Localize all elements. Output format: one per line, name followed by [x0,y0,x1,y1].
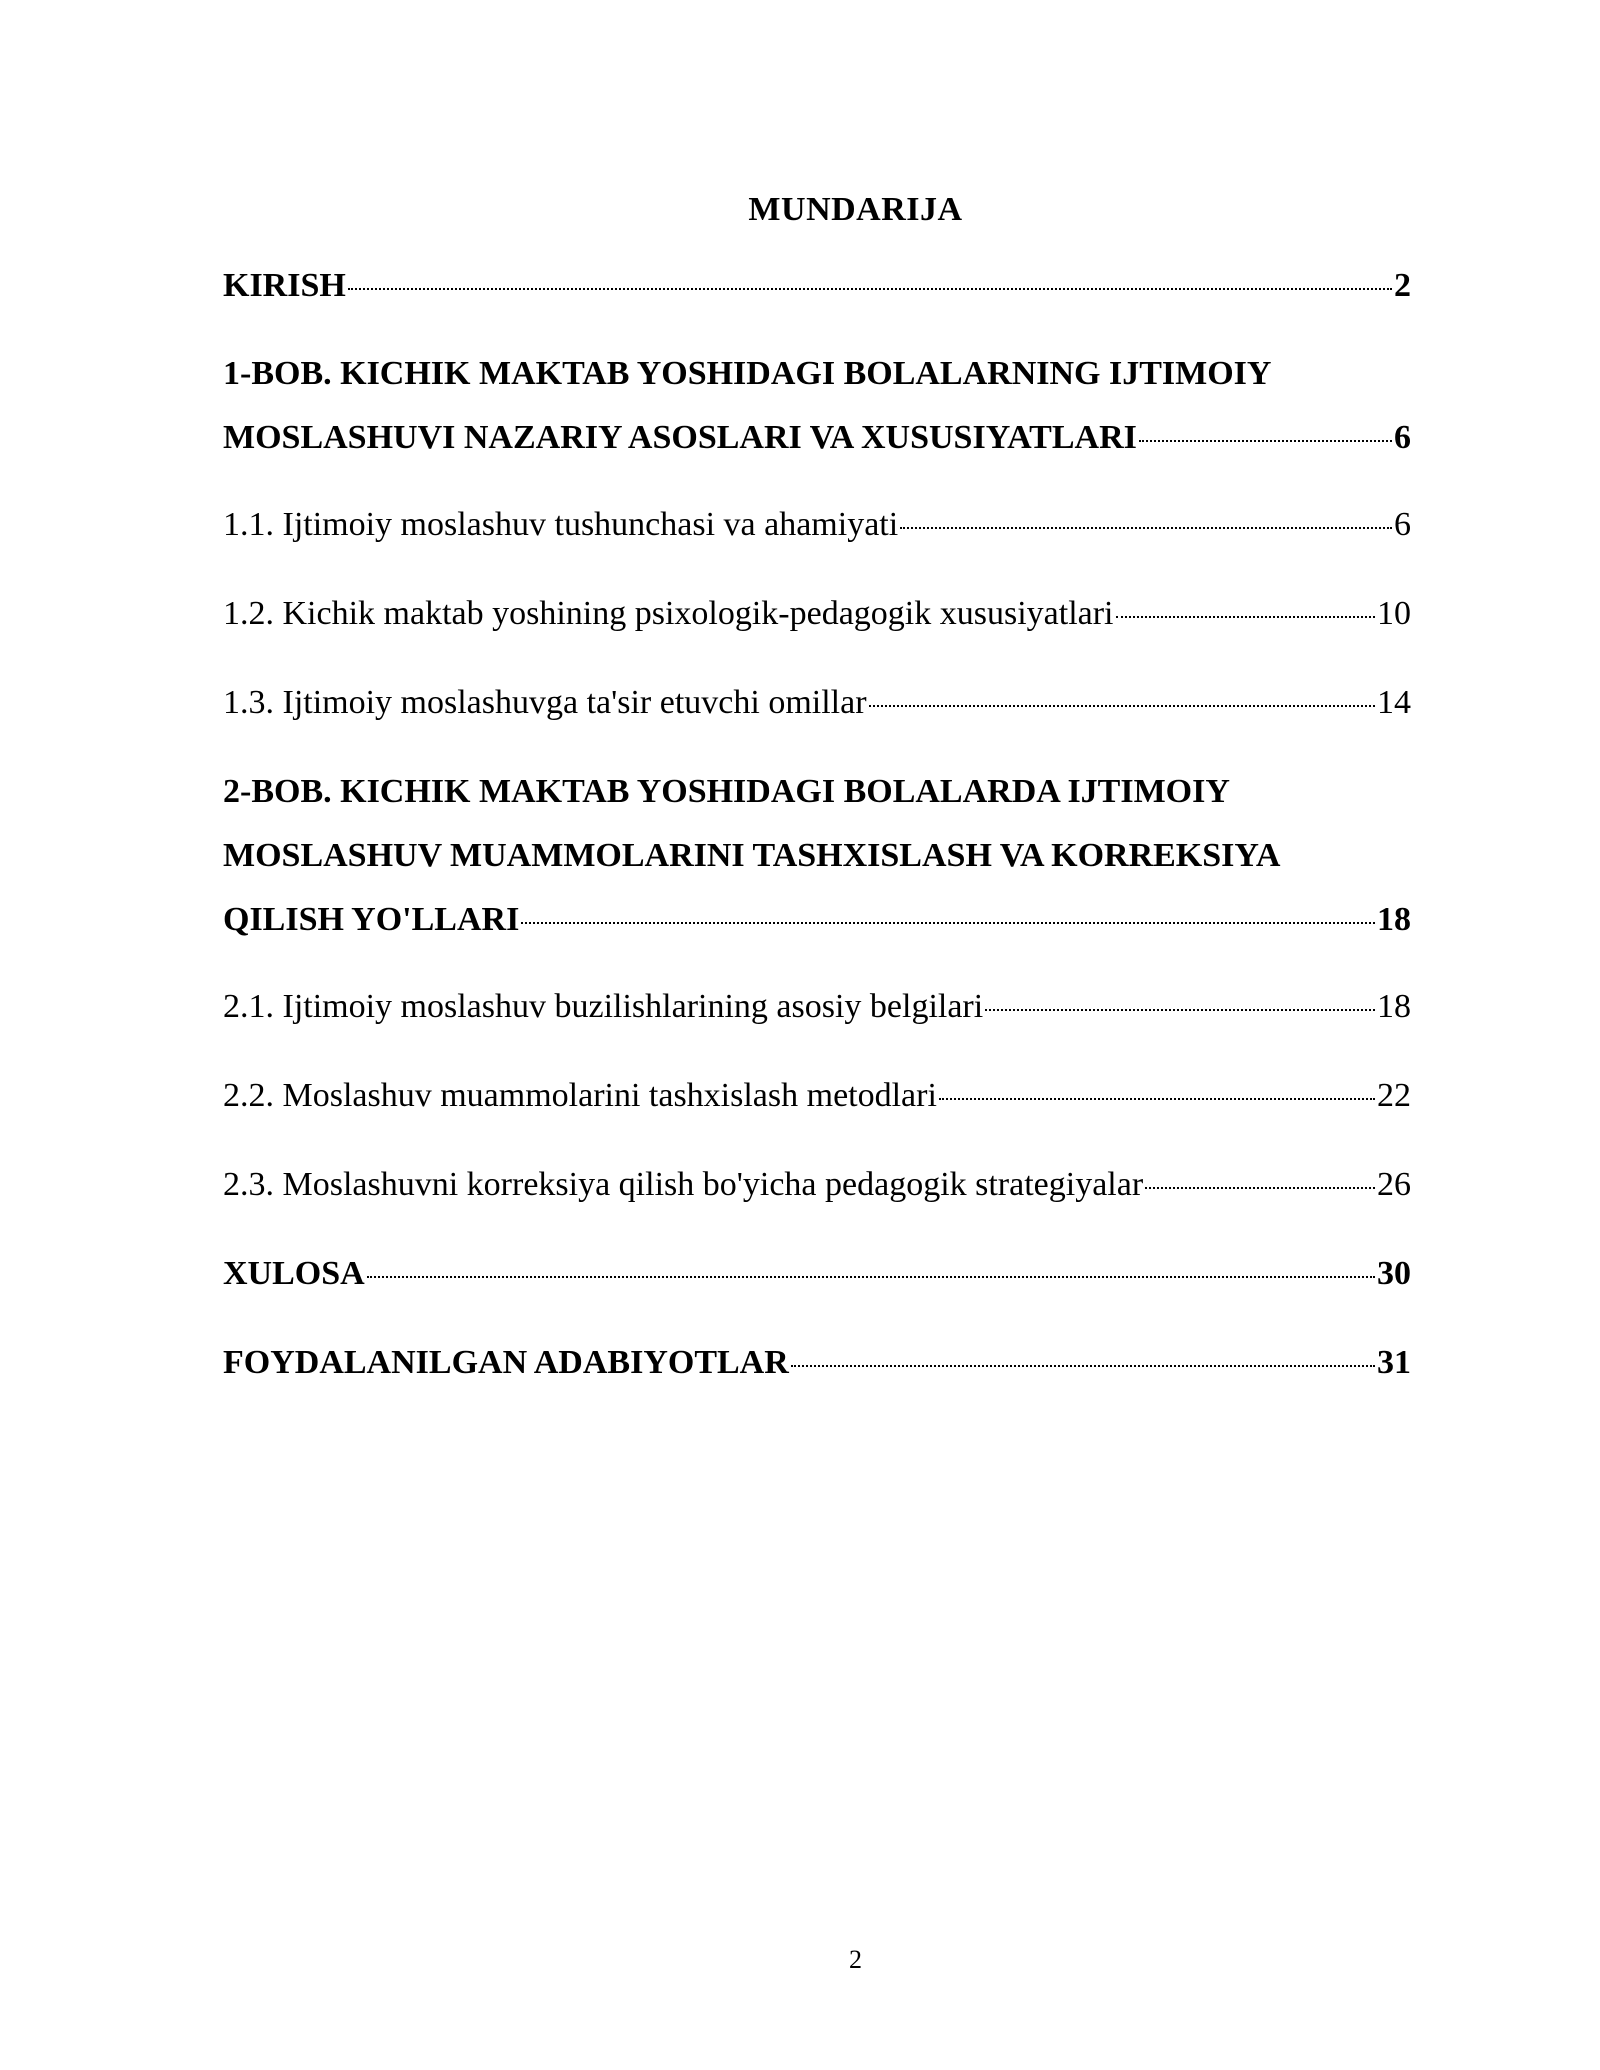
toc-entry-label-line: MOSLASHUV MUAMMOLARINI TASHXISLASH VA KORREKSIYA [223,837,1281,874]
toc-entry-label: 2.2. Moslashuv muammolarini tashxislash metodlari [223,1077,937,1114]
toc-entry-label: 1.1. Ijtimoiy moslashuv tushunchasi va ahamiyati [223,506,899,543]
toc-entry-page: 6 [1394,506,1411,543]
toc-entry-label: 1.2. Kichik maktab yoshining psixologik-pedagogik xususiyatlari [223,595,1114,632]
dot-leader [348,288,1392,290]
dot-leader [900,527,1392,529]
toc-entry-page: 31 [1377,1344,1411,1381]
toc-entry-page: 10 [1377,595,1411,632]
dot-leader [939,1098,1375,1100]
toc-entry-page: 18 [1377,988,1411,1025]
toc-entry-label: QILISH YO'LLARI [223,901,520,938]
page-number: 2 [849,1945,862,1974]
toc-entry-section-2-2[interactable] [223,1064,1411,1128]
dot-leader [1116,616,1375,618]
toc-entry-page: 14 [1377,684,1411,721]
toc-entry-section-1-2[interactable] [223,582,1411,646]
toc-entry-kirish[interactable] [223,254,1411,318]
toc-entry-references[interactable] [223,1331,1411,1395]
toc-entry-label-line: 2-BOB. KICHIK MAKTAB YOSHIDAGI BOLALARDA IJTIMOIY [223,773,1230,810]
dot-leader [1145,1187,1375,1189]
toc-entry-label: FOYDALANILGAN ADABIYOTLAR [223,1344,789,1381]
dot-leader [869,705,1375,707]
toc-entry-page: 30 [1377,1255,1411,1292]
toc-entry-page: 22 [1377,1077,1411,1114]
toc-entry-section-2-3[interactable] [223,1153,1411,1217]
toc-entry-xulosa[interactable] [223,1242,1411,1306]
toc-entry-chapter-1[interactable] [223,342,1411,470]
toc-title: MUNDARIJA [748,191,963,228]
toc-entry-page: 2 [1394,267,1411,304]
toc-entry-page: 18 [1377,901,1411,938]
dot-leader [1139,440,1392,442]
toc-entry-section-1-3[interactable] [223,671,1411,735]
toc-entry-label-line: 1-BOB. KICHIK MAKTAB YOSHIDAGI BOLALARNING IJTIMOIY [223,355,1272,392]
dot-leader [791,1365,1375,1367]
toc-entry-label: XULOSA [223,1255,365,1292]
toc-entry-label: 2.3. Moslashuvni korreksiya qilish bo'yicha pedagogik strategiyalar [223,1166,1144,1203]
toc-entry-section-1-1[interactable] [223,493,1411,557]
dot-leader [367,1276,1375,1278]
toc-entry-page: 26 [1377,1166,1411,1203]
toc-entry-label: 2.1. Ijtimoiy moslashuv buzilishlarining asosiy belgilari [223,988,984,1025]
toc-entry-chapter-2[interactable] [223,760,1411,952]
dot-leader [521,922,1375,924]
toc-entry-page: 6 [1394,419,1411,456]
dot-leader [985,1009,1375,1011]
toc-entry-section-2-1[interactable] [223,975,1411,1039]
toc-entry-label: KIRISH [223,267,346,304]
toc-entry-label: MOSLASHUVI NAZARIY ASOSLARI VA XUSUSIYATLARI [223,419,1137,456]
toc-entry-label: 1.3. Ijtimoiy moslashuvga ta'sir etuvchi omillar [223,684,867,721]
